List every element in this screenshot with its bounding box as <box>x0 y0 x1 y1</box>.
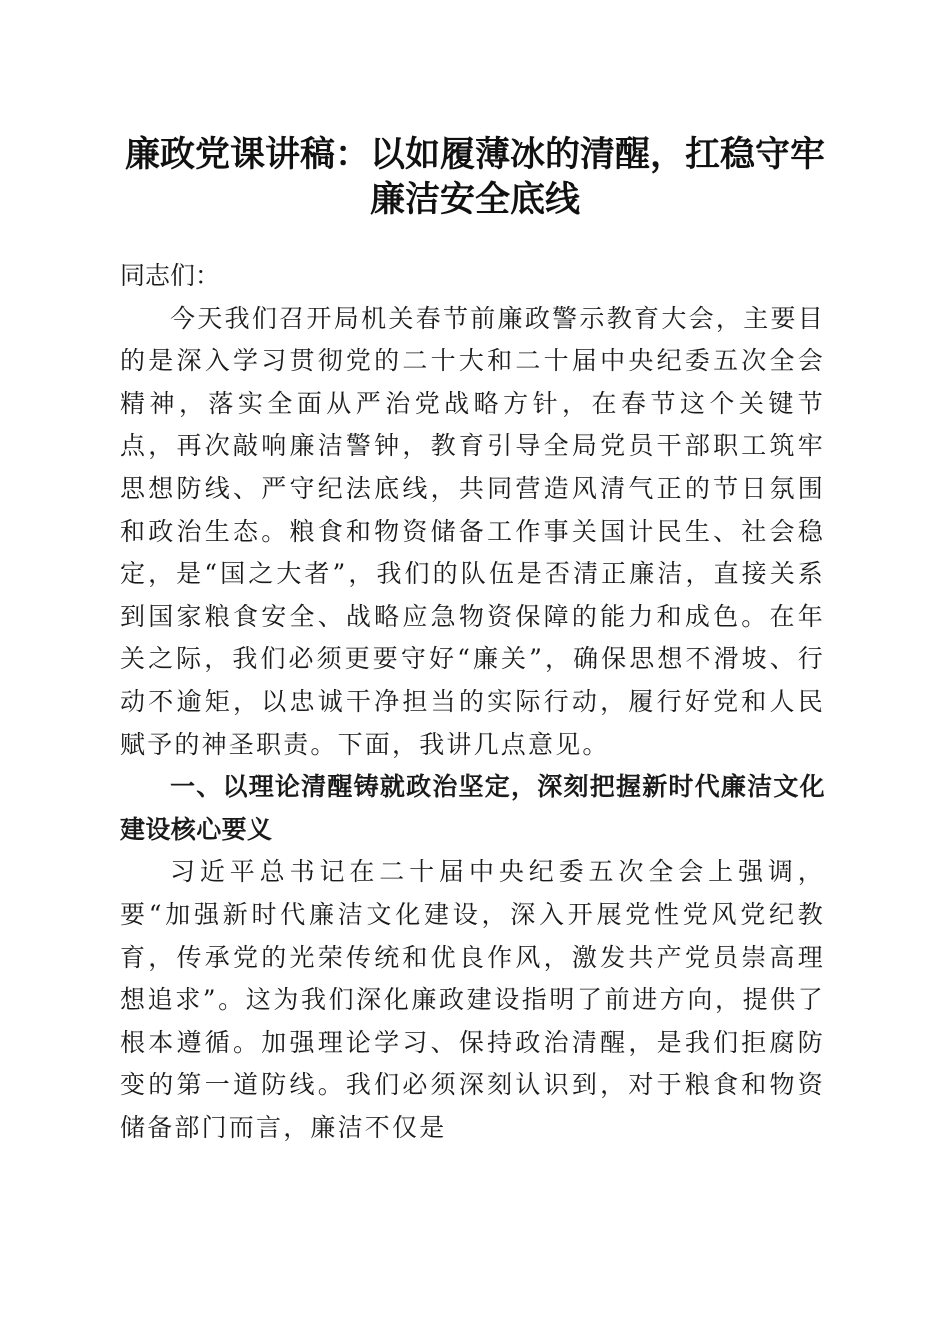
title-line-1: 廉政党课讲稿：以如履薄冰的清醒，扛稳守牢 <box>124 134 825 175</box>
paragraph-intro: 今天我们召开局机关春节前廉政警示教育大会，主要目的是深入学习贯彻党的二十大和二十届中央纪委五次全会精神，落实全面从严治党战略方针，在春节这个关键节点，再次敲响廉洁警钟，教育引导全局党员干部职工筑牢思想防线、严守纪法底线，共同营造风清气正的节日氛围和政治生态。粮食和物资储备工作事关国计民生、社会稳定，是“国之大者”，我们的队伍是否清正廉洁，直接关系到国家粮食安全、战略应急物资保障的能力和成色。在年关之际，我们必须更要守好“廉关”，确保思想不滑坡、行动不逾矩，以忠诚干净担当的实际行动，履行好党和人民赋予的神圣职责。下面，我讲几点意见。 <box>120 303 825 759</box>
salutation: 同志们： <box>120 261 221 290</box>
section-heading-1: 一、以理论清醒铸就政治坚定，深刻把握新时代廉洁文化建设核心要义 <box>120 772 825 844</box>
document-title <box>100 132 850 222</box>
paragraph-section-1: 习近平总书记在二十届中央纪委五次全会上强调，要“加强新时代廉洁文化建设，深入开展党性党风党纪教育，传承党的光荣传统和优良作风，激发共产党员崇高理想追求”。这为我们深化廉政建设指明了前进方向，提供了根本遵循。加强理论学习、保持政治清醒，是我们拒腐防变的第一道防线。我们必须深刻认识到，对于粮食和物资储备部门而言，廉洁不仅是 <box>120 857 825 1142</box>
document-body <box>120 255 825 1149</box>
title-line-2: 廉洁安全底线 <box>369 179 580 220</box>
